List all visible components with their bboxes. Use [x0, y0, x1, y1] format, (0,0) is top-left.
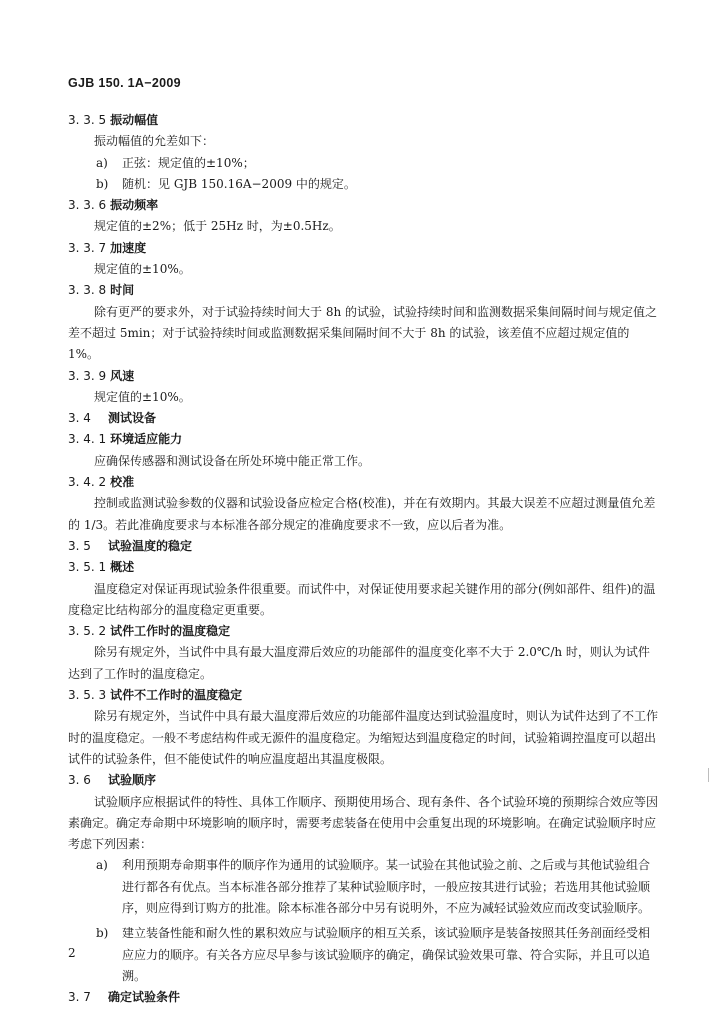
paragraph: 应确保传感器和测试设备在所处环境中能正常工作。 [94, 453, 371, 468]
paragraph: 控制或监测试验参数的仪器和试验设备应检定合格(校准)，并在有效期内。其最大误差不应超过测量值允差的 1/3。若此准确度要求与本标准各部分规定的准确度要求不一致，应以后者为准。 [68, 496, 656, 532]
list-item: b) 建立装备性能和耐久性的累积效应与试验顺序的相互关系，该试验顺序是装备按照其任务剖面经受相应应力的顺序。有关各方应尽早参与该试验顺序的确定，确保试验效果可靠、符合实际，并且可以追溯。 [96, 926, 651, 983]
paragraph: 振动幅值的允差如下： [94, 134, 215, 149]
list-item: b) 随机：见 GJB 150.16A−2009 中的规定。 [96, 176, 356, 191]
heading-3-3-8: 3. 3. 8 时间 [68, 283, 135, 298]
paragraph: 除另有规定外，当试件中具有最大温度滞后效应的功能部件的温度变化率不大于 2.0℃/h 时，则认为试件达到了工作时的温度稳定。 [68, 645, 650, 681]
heading-3-3-9: 3. 3. 9 风速 [68, 368, 135, 383]
paragraph: 规定值的±10%。 [94, 389, 191, 404]
paragraph: 温度稳定对保证再现试验条件很重要。而试件中，对保证使用要求起关键作用的部分(例如部件、组件)的温度稳定比结构部分的温度稳定更重要。 [68, 581, 656, 617]
paragraph: 试验顺序应根据试件的特性、具体工作顺序、预期使用场合、现有条件、各个试验环境的预期综合效应等因素确定。确定寿命期中环境影响的顺序时，需要考虑装备在使用中会重复出现的环境影响。在确定试验顺序时应考虑下列因素： [68, 794, 659, 852]
heading-3-5: 3. 5 试验温度的稳定 [68, 538, 193, 553]
paragraph: 除另有规定外，当试件中具有最大温度滞后效应的功能部件温度达到试验温度时，则认为试件达到了不工作时的温度稳定。一般不考虑结构件或无源件的温度稳定。为缩短达到温度稳定的时间，试验箱调控温度可以超出试件的试验条件，但不能使试件的响应温度超出其温度极限。 [68, 709, 659, 766]
heading-3-7: 3. 7 确定试验条件 [68, 990, 181, 1005]
paragraph: 除有更严的要求外，对于试验持续时间大于 8h 的试验，试验持续时间和监测数据采集间隔时间与规定值之差不超过 5min；对于试验持续时间或监测数据采集间隔时间不大于 8h 的试验，该差值不应超过规定值的 1%。 [68, 304, 657, 362]
heading-3-3-7: 3. 3. 7 加速度 [68, 240, 147, 255]
heading-3-4-1: 3. 4. 1 环境适应能力 [68, 432, 183, 447]
heading-3-3-5: 3. 3. 5 振动幅值 [68, 113, 159, 127]
heading-3-5-3: 3. 5. 3 试件不工作时的温度稳定 [68, 688, 243, 703]
page-number: 2 [68, 946, 76, 960]
heading-3-6: 3. 6 试验顺序 [68, 773, 157, 788]
paragraph: 规定值的±10%。 [94, 262, 191, 277]
document-id-header: GJB 150. 1A−2009 [68, 76, 181, 90]
heading-3-5-1: 3. 5. 1 概述 [68, 560, 135, 575]
page-content [68, 110, 658, 1008]
heading-3-4: 3. 4 测试设备 [68, 411, 157, 426]
paragraph: 规定值的±2%；低于 25Hz 时，为±0.5Hz。 [94, 219, 341, 234]
heading-3-3-6: 3. 3. 6 振动频率 [68, 198, 159, 213]
list-item: a) 正弦：规定值的±10%； [96, 155, 255, 170]
heading-3-4-2: 3. 4. 2 校准 [68, 475, 135, 490]
list-item: a) 利用预期寿命期事件的顺序作为通用的试验顺序。某一试验在其他试验之前、之后或与其他试验组合进行都各有优点。当本标准各部分推荐了某种试验顺序时，一般应按其进行试验；若选用其他试验顺序，则应得到订购方的批准。除本标准各部分中另有说明外，不应为减轻试验效应而改变试验顺序。 [96, 858, 651, 915]
heading-3-5-2: 3. 5. 2 试件工作时的温度稳定 [68, 624, 231, 639]
scan-edge-mark [708, 768, 709, 782]
